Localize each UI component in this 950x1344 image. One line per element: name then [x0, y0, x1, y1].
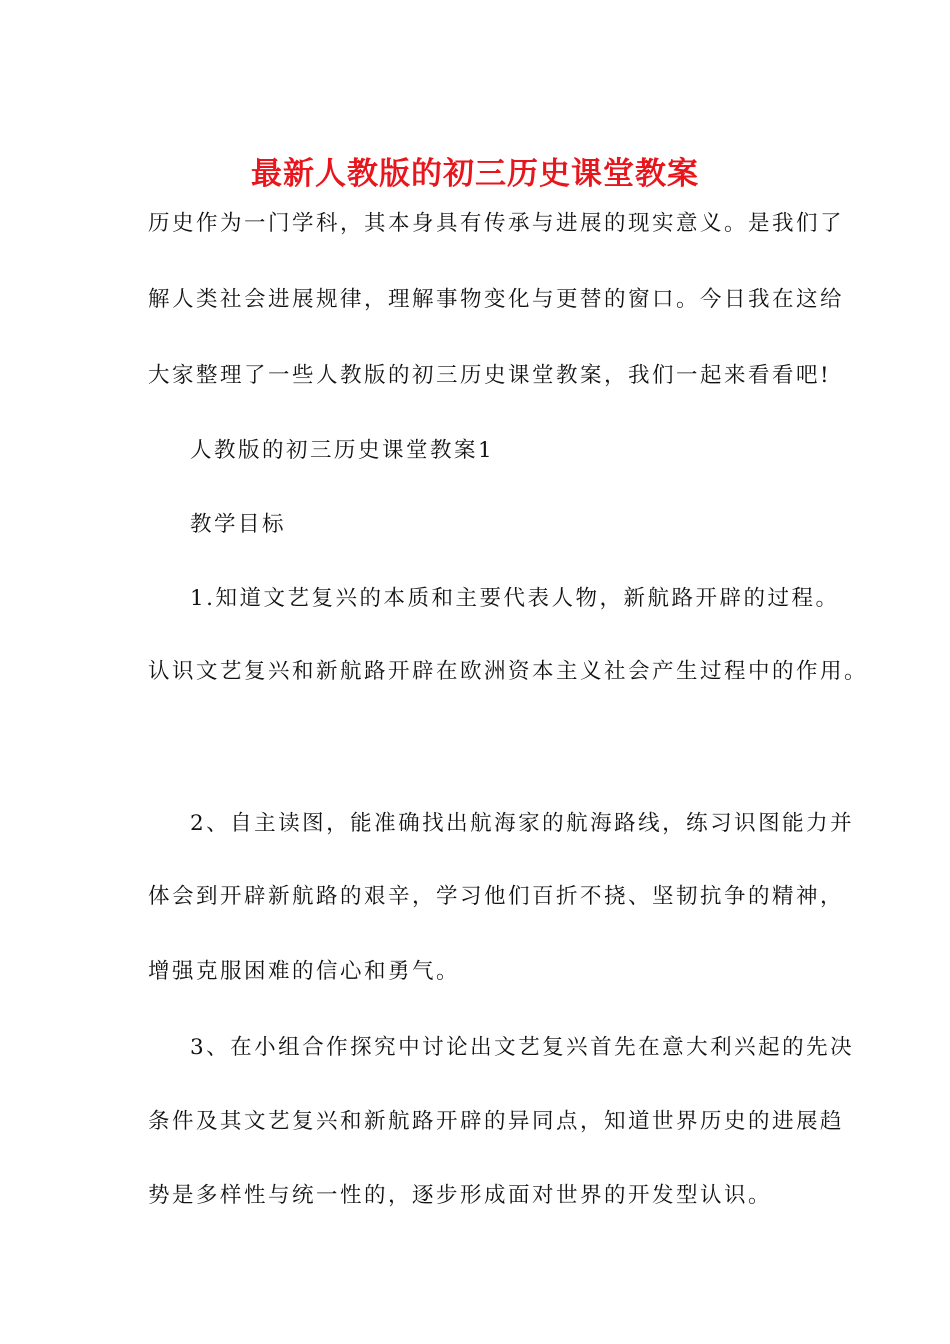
paragraph-line: 解人类社会进展规律，理解事物变化与更替的窗口。今日我在这给	[148, 287, 845, 312]
document-title: 最新人教版的初三历史课堂教案	[251, 156, 699, 192]
paragraph-line: 历史作为一门学科，其本身具有传承与进展的现实意义。是我们了	[148, 211, 845, 236]
paragraph-line: 体会到开辟新航路的艰辛，学习他们百折不挠、坚韧抗争的精神，	[148, 884, 845, 909]
paragraph-line: 3、在小组合作探究中讨论出文艺复兴首先在意大利兴起的先决	[190, 1035, 855, 1060]
paragraph-line: 1.知道文艺复兴的本质和主要代表人物，新航路开辟的过程。	[190, 586, 840, 611]
paragraph-line: 势是多样性与统一性的，逐步形成面对世界的开发型认识。	[148, 1183, 773, 1208]
paragraph-line: 大家整理了一些人教版的初三历史课堂教案，我们一起来看看吧!	[148, 363, 832, 388]
paragraph-line: 增强克服困难的信心和勇气。	[148, 959, 461, 984]
paragraph-line: 条件及其文艺复兴和新航路开辟的异同点，知道世界历史的进展趋	[148, 1109, 845, 1134]
subsection-heading: 教学目标	[190, 512, 287, 537]
paragraph-line: 认识文艺复兴和新航路开辟在欧洲资本主义社会产生过程中的作用。	[148, 659, 869, 684]
paragraph-line: 2、自主读图，能准确找出航海家的航海路线，练习识图能力并	[190, 811, 855, 836]
section-heading: 人教版的初三历史课堂教案1	[190, 438, 495, 463]
